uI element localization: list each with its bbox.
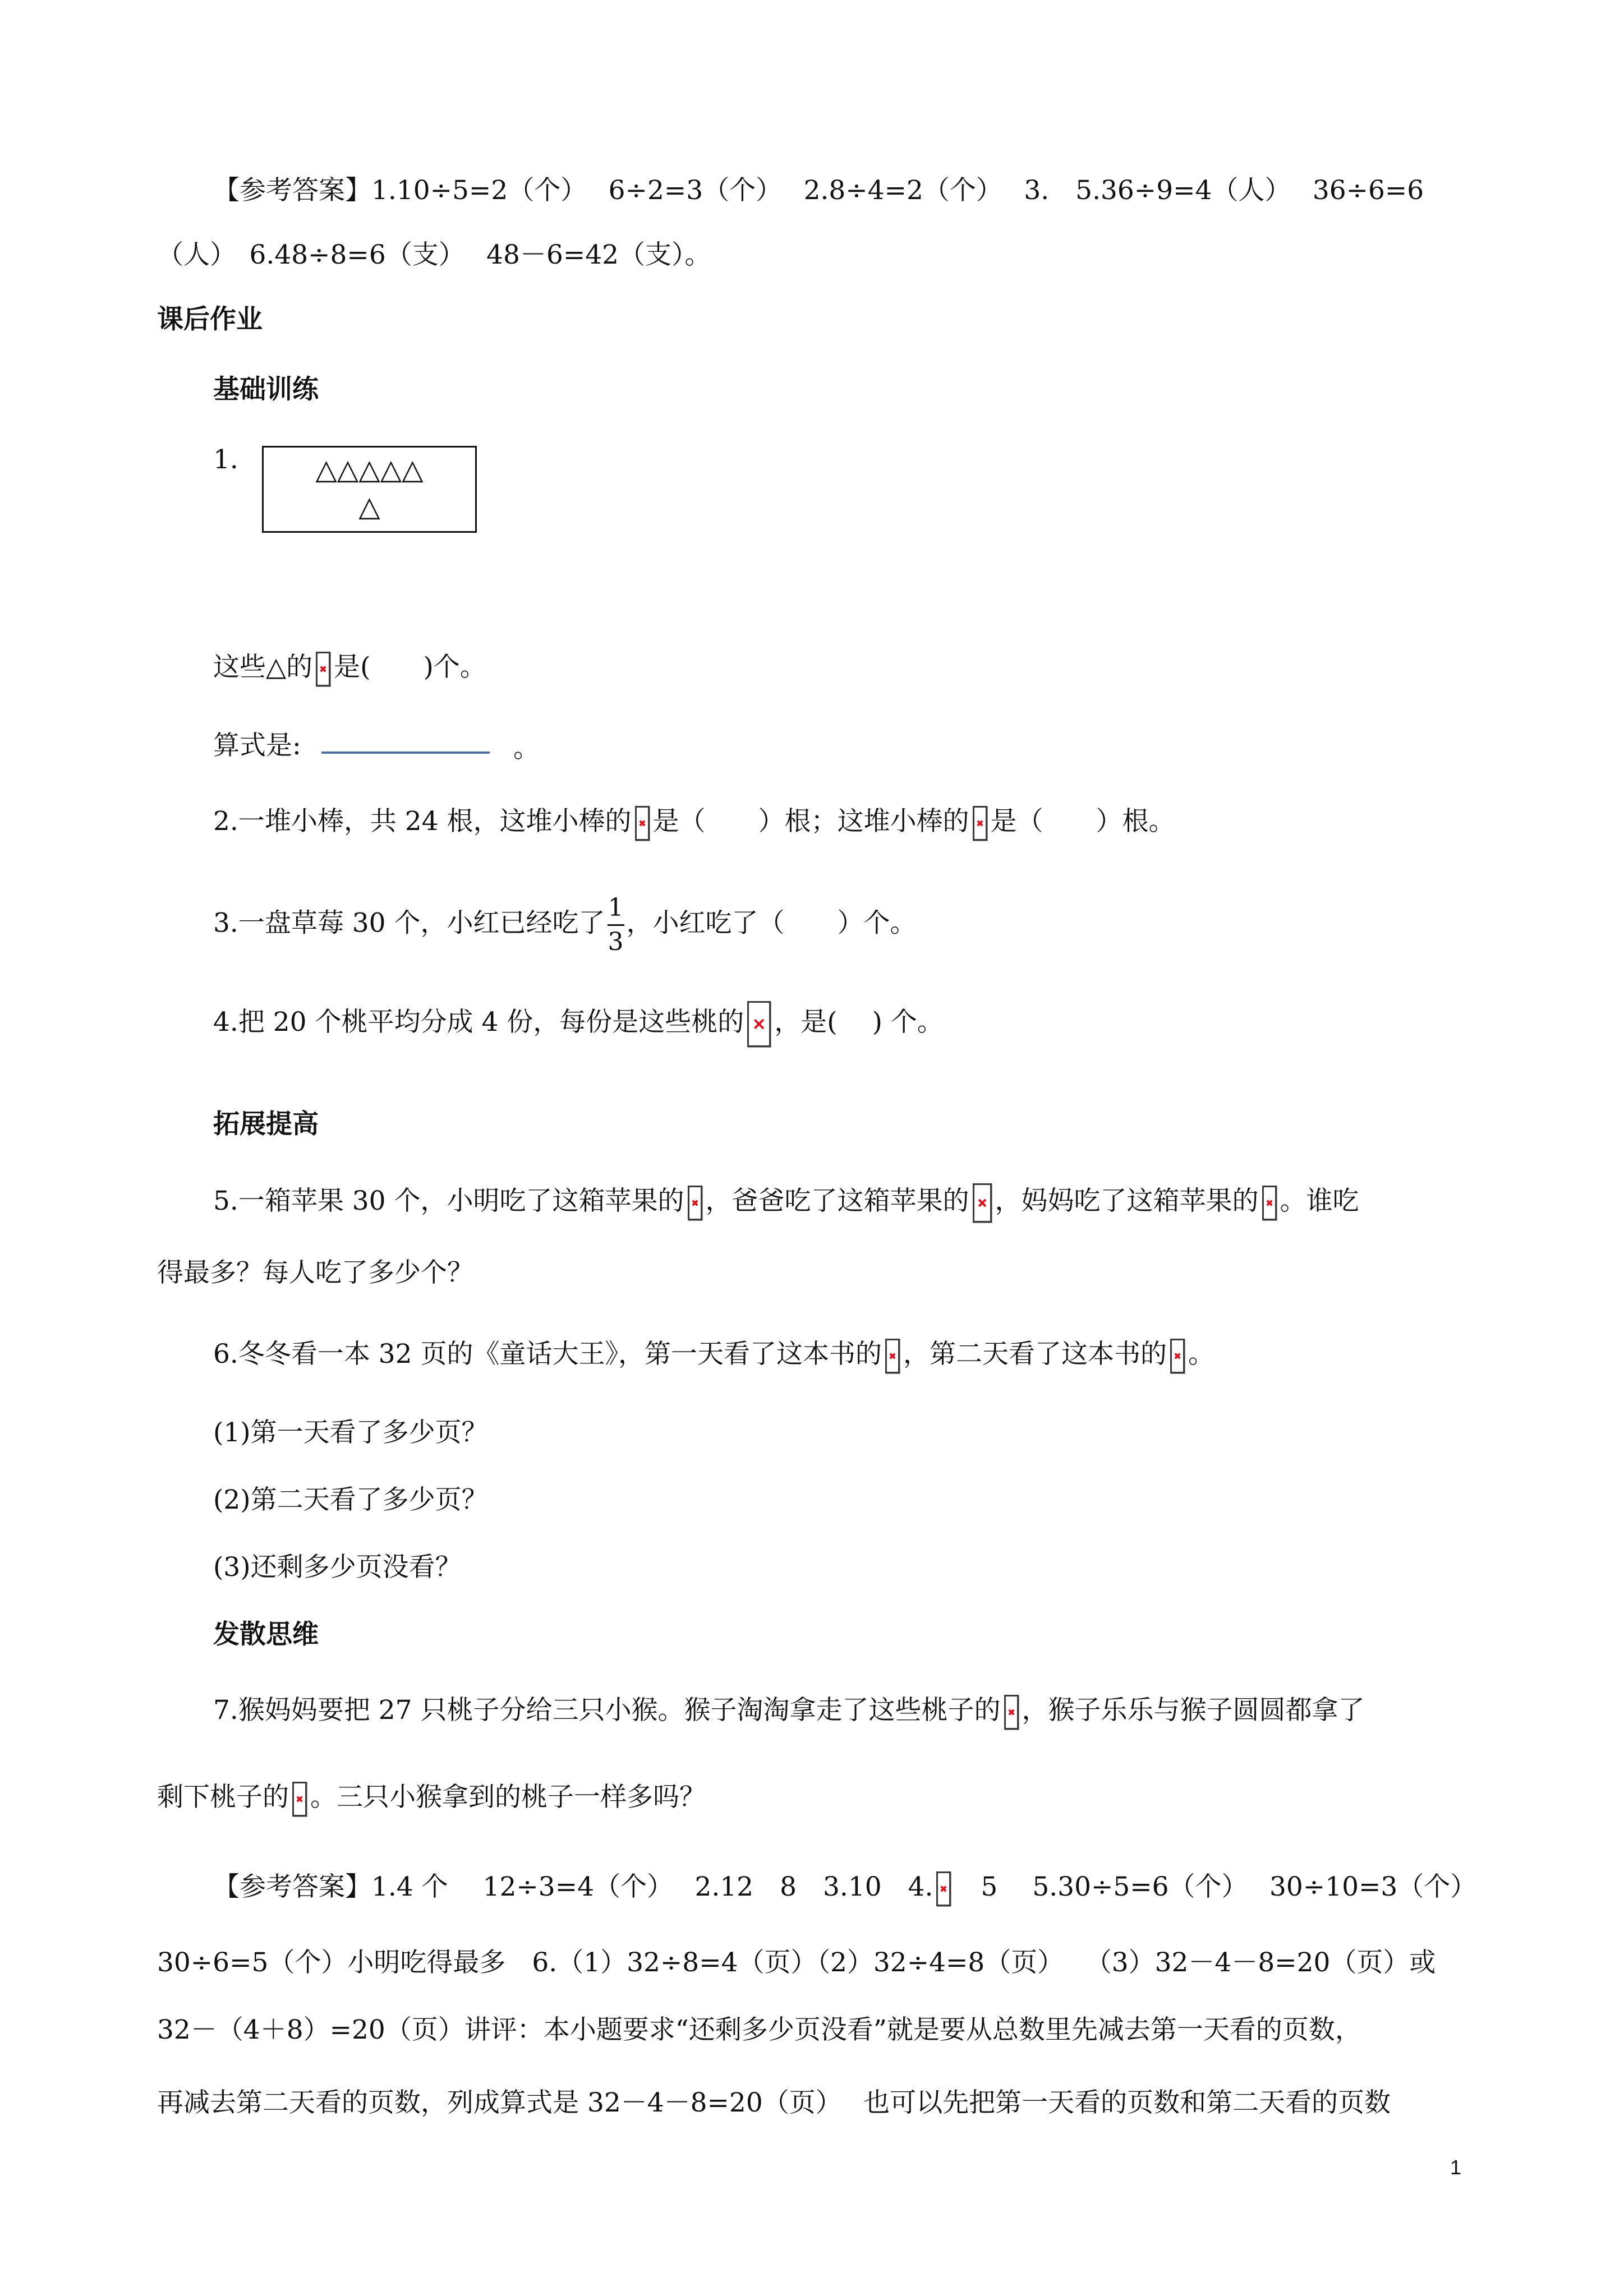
triangle-box (262, 446, 477, 533)
missing-image-icon (1170, 1339, 1185, 1373)
q5-text-d: 。谁吃 (1280, 1186, 1359, 1216)
q7-question-line-2 (157, 1781, 706, 1816)
q7-text-b: ，猴子乐乐与猴子圆圆都拿了 (1022, 1695, 1365, 1726)
answer2-line-2: 30÷6=5（个）小明吃得最多 6.（1）32÷8=4（页）（2）32÷4=8（页） （3）32－4－8=20（页）或 (157, 1947, 1436, 1978)
q1-formula-end: 。 (513, 733, 540, 764)
section-extend-heading: 拓展提高 (213, 1109, 319, 1140)
answer-blank-line (321, 751, 490, 754)
q1-number: 1. (213, 444, 238, 475)
q5-text-c: ，妈妈吃了这箱苹果的 (995, 1186, 1259, 1216)
missing-image-icon (1004, 1695, 1019, 1730)
page-number: 1 (1450, 2156, 1462, 2179)
fraction-numerator: 1 (608, 893, 624, 922)
q2-question (213, 805, 1175, 841)
missing-image-icon (1262, 1186, 1277, 1220)
triangle-row-2: △ (358, 490, 380, 523)
q7-question-line-1 (213, 1694, 1365, 1730)
missing-image-icon (973, 1183, 992, 1223)
q6-question (213, 1338, 1214, 1373)
answer2-line-1 (213, 1870, 1476, 1906)
missing-image-icon (316, 652, 330, 686)
answer2-line-3: 32－（4＋8）=20（页）讲评：本小题要求“还剩多少页没看”就是要从总数里先减去第一天看的页数， (157, 2014, 1361, 2045)
missing-image-icon (292, 1782, 307, 1816)
fraction-denominator: 3 (608, 928, 624, 956)
q1-question (213, 651, 486, 686)
q5-question-line-2: 得最多？每人吃了多少个？ (157, 1257, 473, 1288)
q7-text-d: 。三只小猴拿到的桃子一样多吗？ (310, 1782, 706, 1813)
q6-sub-1: (1)第一天看了多少页？ (213, 1417, 488, 1448)
q5-text-b: ，爸爸吃了这箱苹果的 (705, 1186, 969, 1216)
q2-text-b: 是（ ）根；这堆小棒的 (652, 806, 969, 837)
q1-text-b: 是( )个。 (334, 652, 486, 683)
q5-text-a: 5.一箱苹果 30 个，小明吃了这箱苹果的 (213, 1186, 684, 1216)
q1-formula-label: 算式是: (213, 730, 301, 761)
q6-text-c: 。 (1188, 1339, 1215, 1370)
answer-line-1: 【参考答案】1.10÷5=2（个） 6÷2=3（个） 2.8÷4=2（个） 3. 5.36÷9=4（人） 36÷6=6 (213, 175, 1424, 206)
q6-text-b: ，第二天看了这本书的 (903, 1339, 1167, 1370)
answer-line-2: （人） 6.48÷8=6（支） 48－6=42（支）。 (157, 239, 711, 270)
answer2-text-b: 5 5.30÷5=6（个） 30÷10=3（个） (954, 1871, 1477, 1902)
q4-text-a: 4.把 20 个桃平均分成 4 份，每份是这些桃的 (213, 1007, 744, 1038)
q3-text-b: ，小红吃了（ ）个。 (626, 907, 917, 939)
missing-image-icon (747, 1001, 771, 1047)
q6-text-a: 6.冬冬看一本 32 页的《童话大王》，第一天看了这本书的 (213, 1339, 882, 1370)
section-basic-heading: 基础训练 (213, 374, 319, 405)
answer2-text-a: 【参考答案】1.4 个 12÷3=4（个） 2.12 8 3.10 4. (213, 1871, 933, 1902)
missing-image-icon (973, 806, 987, 841)
q3-text-a: 3.一盘草莓 30 个，小红已经吃了 (213, 907, 605, 939)
q5-question-line-1 (213, 1183, 1359, 1223)
missing-image-icon (885, 1339, 900, 1373)
q2-text-a: 2.一堆小棒，共 24 根，这堆小棒的 (213, 806, 632, 837)
missing-image-icon (936, 1871, 951, 1906)
q3-question (213, 892, 917, 958)
q7-text-c: 剩下桃子的 (157, 1782, 289, 1813)
q6-sub-2: (2)第二天看了多少页？ (213, 1484, 488, 1515)
q1-text-a: 这些△的 (213, 652, 313, 683)
triangle-row-1: △△△△△ (315, 453, 424, 486)
q7-text-a: 7.猴妈妈要把 27 只桃子分给三只小猴。猴子淘淘拿走了这些桃子的 (213, 1695, 1001, 1726)
missing-image-icon (635, 806, 650, 841)
q6-sub-3: (3)还剩多少页没看？ (213, 1552, 462, 1583)
section-diverge-heading: 发散思维 (213, 1619, 319, 1650)
q4-text-b: ，是( ) 个。 (774, 1007, 944, 1038)
fraction-one-third (608, 892, 624, 958)
section-homework-heading: 课后作业 (157, 304, 263, 335)
answer2-line-4: 再减去第二天看的页数，列成算式是 32－4－8=20（页） 也可以先把第一天看的页数和第二天看的页数 (157, 2087, 1391, 2118)
q2-text-c: 是（ ）根。 (990, 806, 1175, 837)
q4-question (213, 1001, 944, 1047)
missing-image-icon (688, 1186, 702, 1220)
